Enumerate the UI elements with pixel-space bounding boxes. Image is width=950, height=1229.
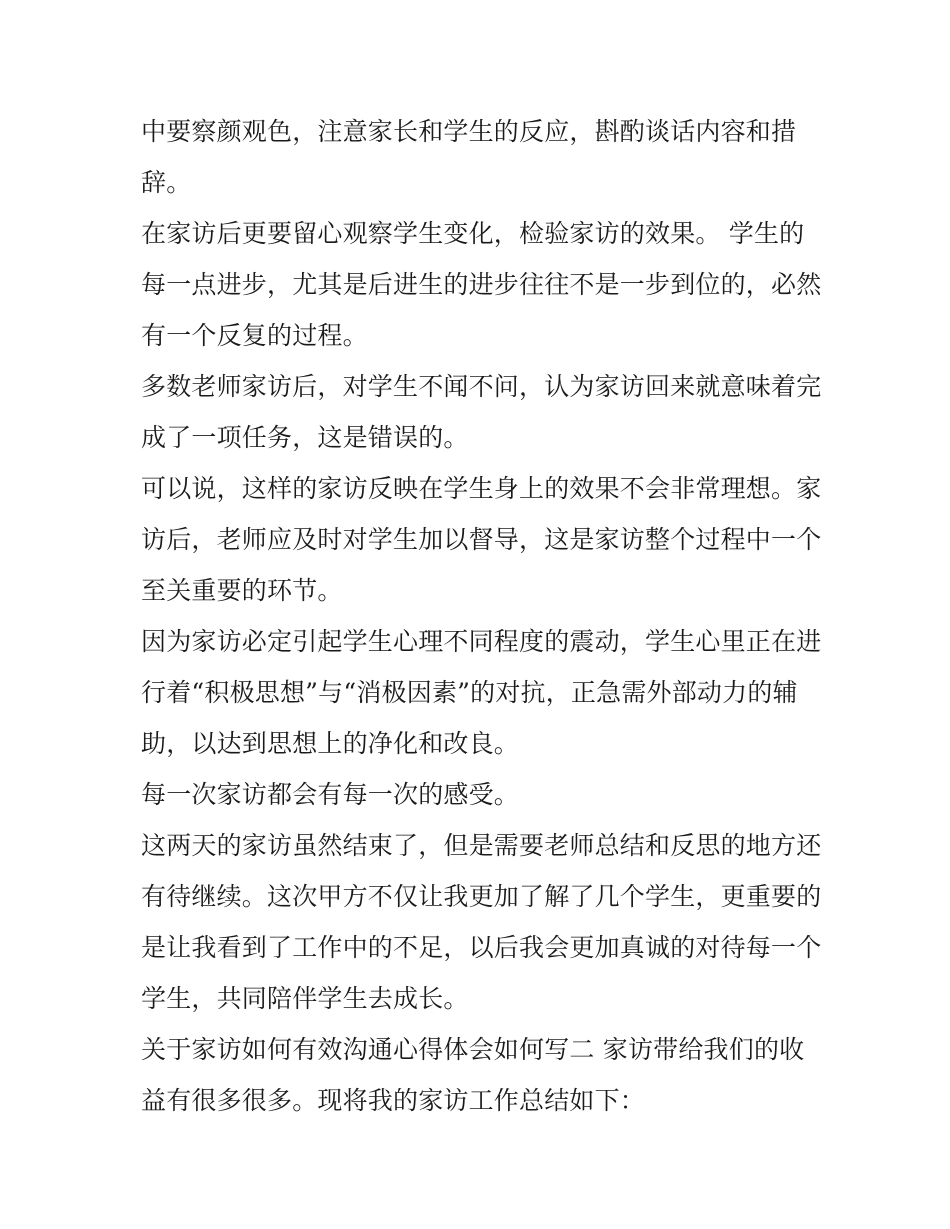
text-line: 中要察颜观色，注意家长和学生的反应，斟酌谈话内容和措 [141, 117, 797, 146]
text-line: 关于家访如何有效沟通心得体会如何写二 家访带给我们的收 [141, 1035, 805, 1064]
text-line: 可以说，这样的家访反映在学生身上的效果不会非常理想。家 [141, 474, 822, 503]
text-line: 多数老师家访后，对学生不闻不问，认为家访回来就意味着完 [141, 372, 822, 401]
text-line: 是让我看到了工作中的不足，以后我会更加真诚的对待每一个 [141, 933, 822, 962]
text-line: 在家访后更要留心观察学生变化，检验家访的效果。 学生的 [141, 219, 805, 248]
text-line: 有待继续。这次甲方不仅让我更加了解了几个学生，更重要的 [141, 882, 822, 911]
text-line: 每一次家访都会有每一次的感受。 [141, 780, 520, 809]
text-line: 这两天的家访虽然结束了，但是需要老师总结和反思的地方还 [141, 831, 822, 860]
text-line: 行着“积极思想”与“消极因素”的对抗，正急需外部动力的辅 [141, 678, 798, 707]
text-line: 有一个反复的过程。 [141, 321, 368, 350]
text-line: 因为家访必定引起学生心理不同程度的震动，学生心里正在进 [141, 627, 822, 656]
text-line: 辞。 [141, 168, 192, 197]
text-line: 成了一项任务，这是错误的。 [141, 423, 469, 452]
text-line: 助，以达到思想上的净化和改良。 [141, 729, 520, 758]
text-line: 益有很多很多。现将我的家访工作总结如下： [141, 1086, 646, 1115]
text-line: 访后，老师应及时对学生加以督导，这是家访整个过程中一个 [141, 525, 822, 554]
text-line: 至关重要的环节。 [141, 576, 343, 605]
text-line: 每一点进步，尤其是后进生的进步往往不是一步到位的，必然 [141, 270, 822, 299]
document-body [141, 106, 821, 1126]
text-line: 学生，共同陪伴学生去成长。 [141, 984, 469, 1013]
